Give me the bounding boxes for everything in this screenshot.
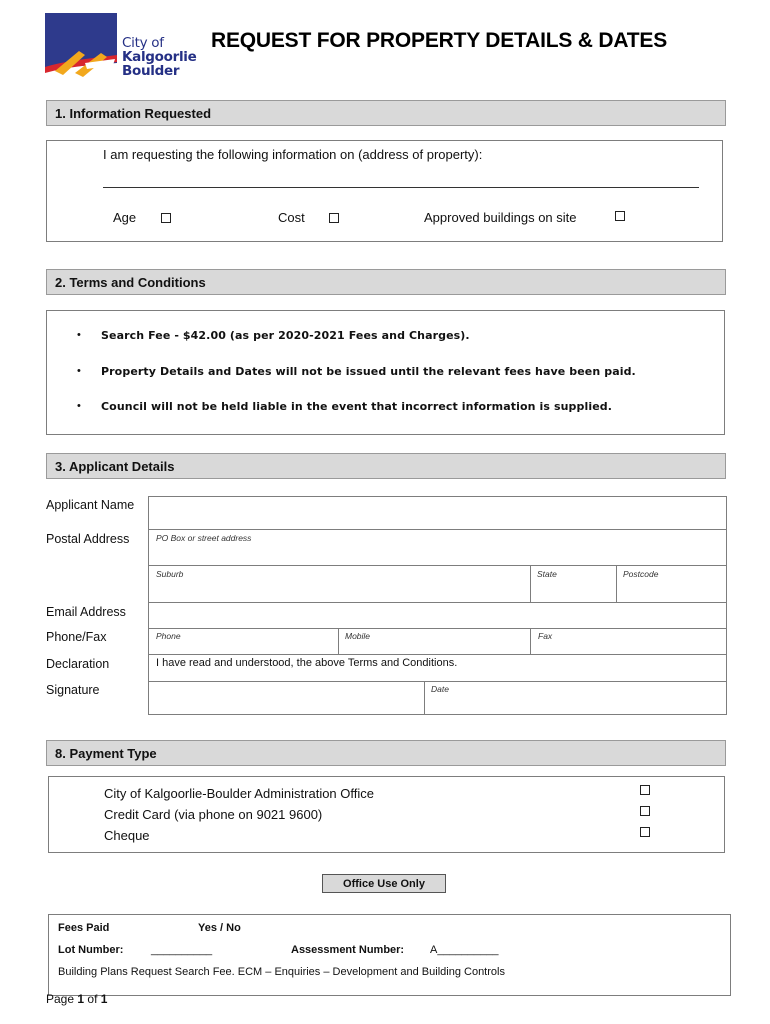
declaration-field [148,654,727,682]
postcode-field[interactable] [616,565,727,603]
cost-checkbox[interactable] [329,213,339,223]
age-checkbox[interactable] [161,213,171,223]
page-total: 1 [100,992,108,1006]
signature-field[interactable] [148,681,425,715]
payment-cheque-checkbox[interactable] [640,827,650,837]
section-1-header: 1. Information Requested [46,100,726,126]
po-box-hint: PO Box or street address [156,533,252,543]
terms-bullet-2: Property Details and Dates will not be issued until the relevant fees have been paid. [101,365,636,378]
office-use-header: Office Use Only [322,874,446,893]
section-1-prompt: I am requesting the following information on (address of property): [103,147,483,162]
postcode-hint: Postcode [623,569,659,579]
logo-line-2: Kalgoorlie [122,49,197,65]
mobile-field[interactable] [338,628,531,655]
declaration-label: Declaration [46,657,110,671]
office-note: Building Plans Request Search Fee. ECM – Enquiries – Development and Building Controls [58,966,505,978]
payment-credit-checkbox[interactable] [640,806,650,816]
logo-line-1: City of [122,35,164,51]
section-1-box [46,140,723,242]
phone-hint: Phone [156,631,181,641]
terms-bullet-3: Council will not be held liable in the event that incorrect information is supplied. [101,400,613,413]
fax-field[interactable] [530,628,727,655]
bullet-2-dot: • [77,365,81,377]
phone-field[interactable] [148,628,339,655]
mobile-hint: Mobile [345,631,371,641]
page-title: REQUEST FOR PROPERTY DETAILS & DATES [211,29,668,52]
page-prefix: Page [46,992,75,1006]
address-line[interactable] [103,187,699,188]
phone-fax-label: Phone/Fax [46,630,107,644]
section-2-header: 2. Terms and Conditions [46,269,726,295]
payment-option-office: City of Kalgoorlie-Boulder Administration Office [104,786,374,801]
applicant-name-field[interactable] [148,496,727,530]
assessment-number-label: Assessment Number: [291,944,405,956]
date-hint: Date [431,684,449,694]
suburb-hint: Suburb [156,569,184,579]
page-current: 1 [77,992,85,1006]
option-age-label: Age [113,210,137,225]
office-use-box [48,914,731,996]
section-2-box [46,310,725,435]
suburb-field[interactable] [148,565,531,603]
lot-number-value[interactable]: __________ [151,944,213,956]
date-field[interactable] [424,681,727,715]
logo-line-3: Boulder [122,63,180,79]
logo-emblem [45,13,117,81]
payment-option-cheque: Cheque [104,828,150,843]
postal-address-field[interactable] [148,529,727,566]
applicant-name-label: Applicant Name [46,498,135,512]
page-number [46,992,107,1006]
council-logo [45,13,197,83]
payment-office-checkbox[interactable] [640,785,650,795]
state-field[interactable] [530,565,617,603]
email-label: Email Address [46,605,126,619]
lot-number-label: Lot Number: [58,944,124,956]
bullet-1-dot: • [77,329,81,341]
page-of: of [87,992,98,1006]
terms-bullet-1: Search Fee - $42.00 (as per 2020-2021 Fees and Charges). [101,329,470,342]
assessment-number-value[interactable]: A__________ [430,944,499,956]
declaration-text: I have read and understood, the above Terms and Conditions. [156,657,458,669]
fax-hint: Fax [538,631,553,641]
section-8-header: 8. Payment Type [46,740,726,766]
payment-option-credit: Credit Card (via phone on 9021 9600) [104,807,323,822]
payment-box [48,776,725,853]
fees-paid-label: Fees Paid [58,922,110,934]
postal-address-label: Postal Address [46,532,130,546]
fees-paid-value: Yes / No [198,922,241,934]
section-3-header: 3. Applicant Details [46,453,726,479]
logo-wordmark [122,36,196,78]
state-hint: State [537,569,557,579]
signature-label: Signature [46,683,100,697]
option-cost-label: Cost [278,210,305,225]
email-field[interactable] [148,602,727,629]
approved-buildings-checkbox[interactable] [615,211,625,221]
bullet-3-dot: • [77,400,81,412]
option-approved-label: Approved buildings on site [424,210,577,225]
